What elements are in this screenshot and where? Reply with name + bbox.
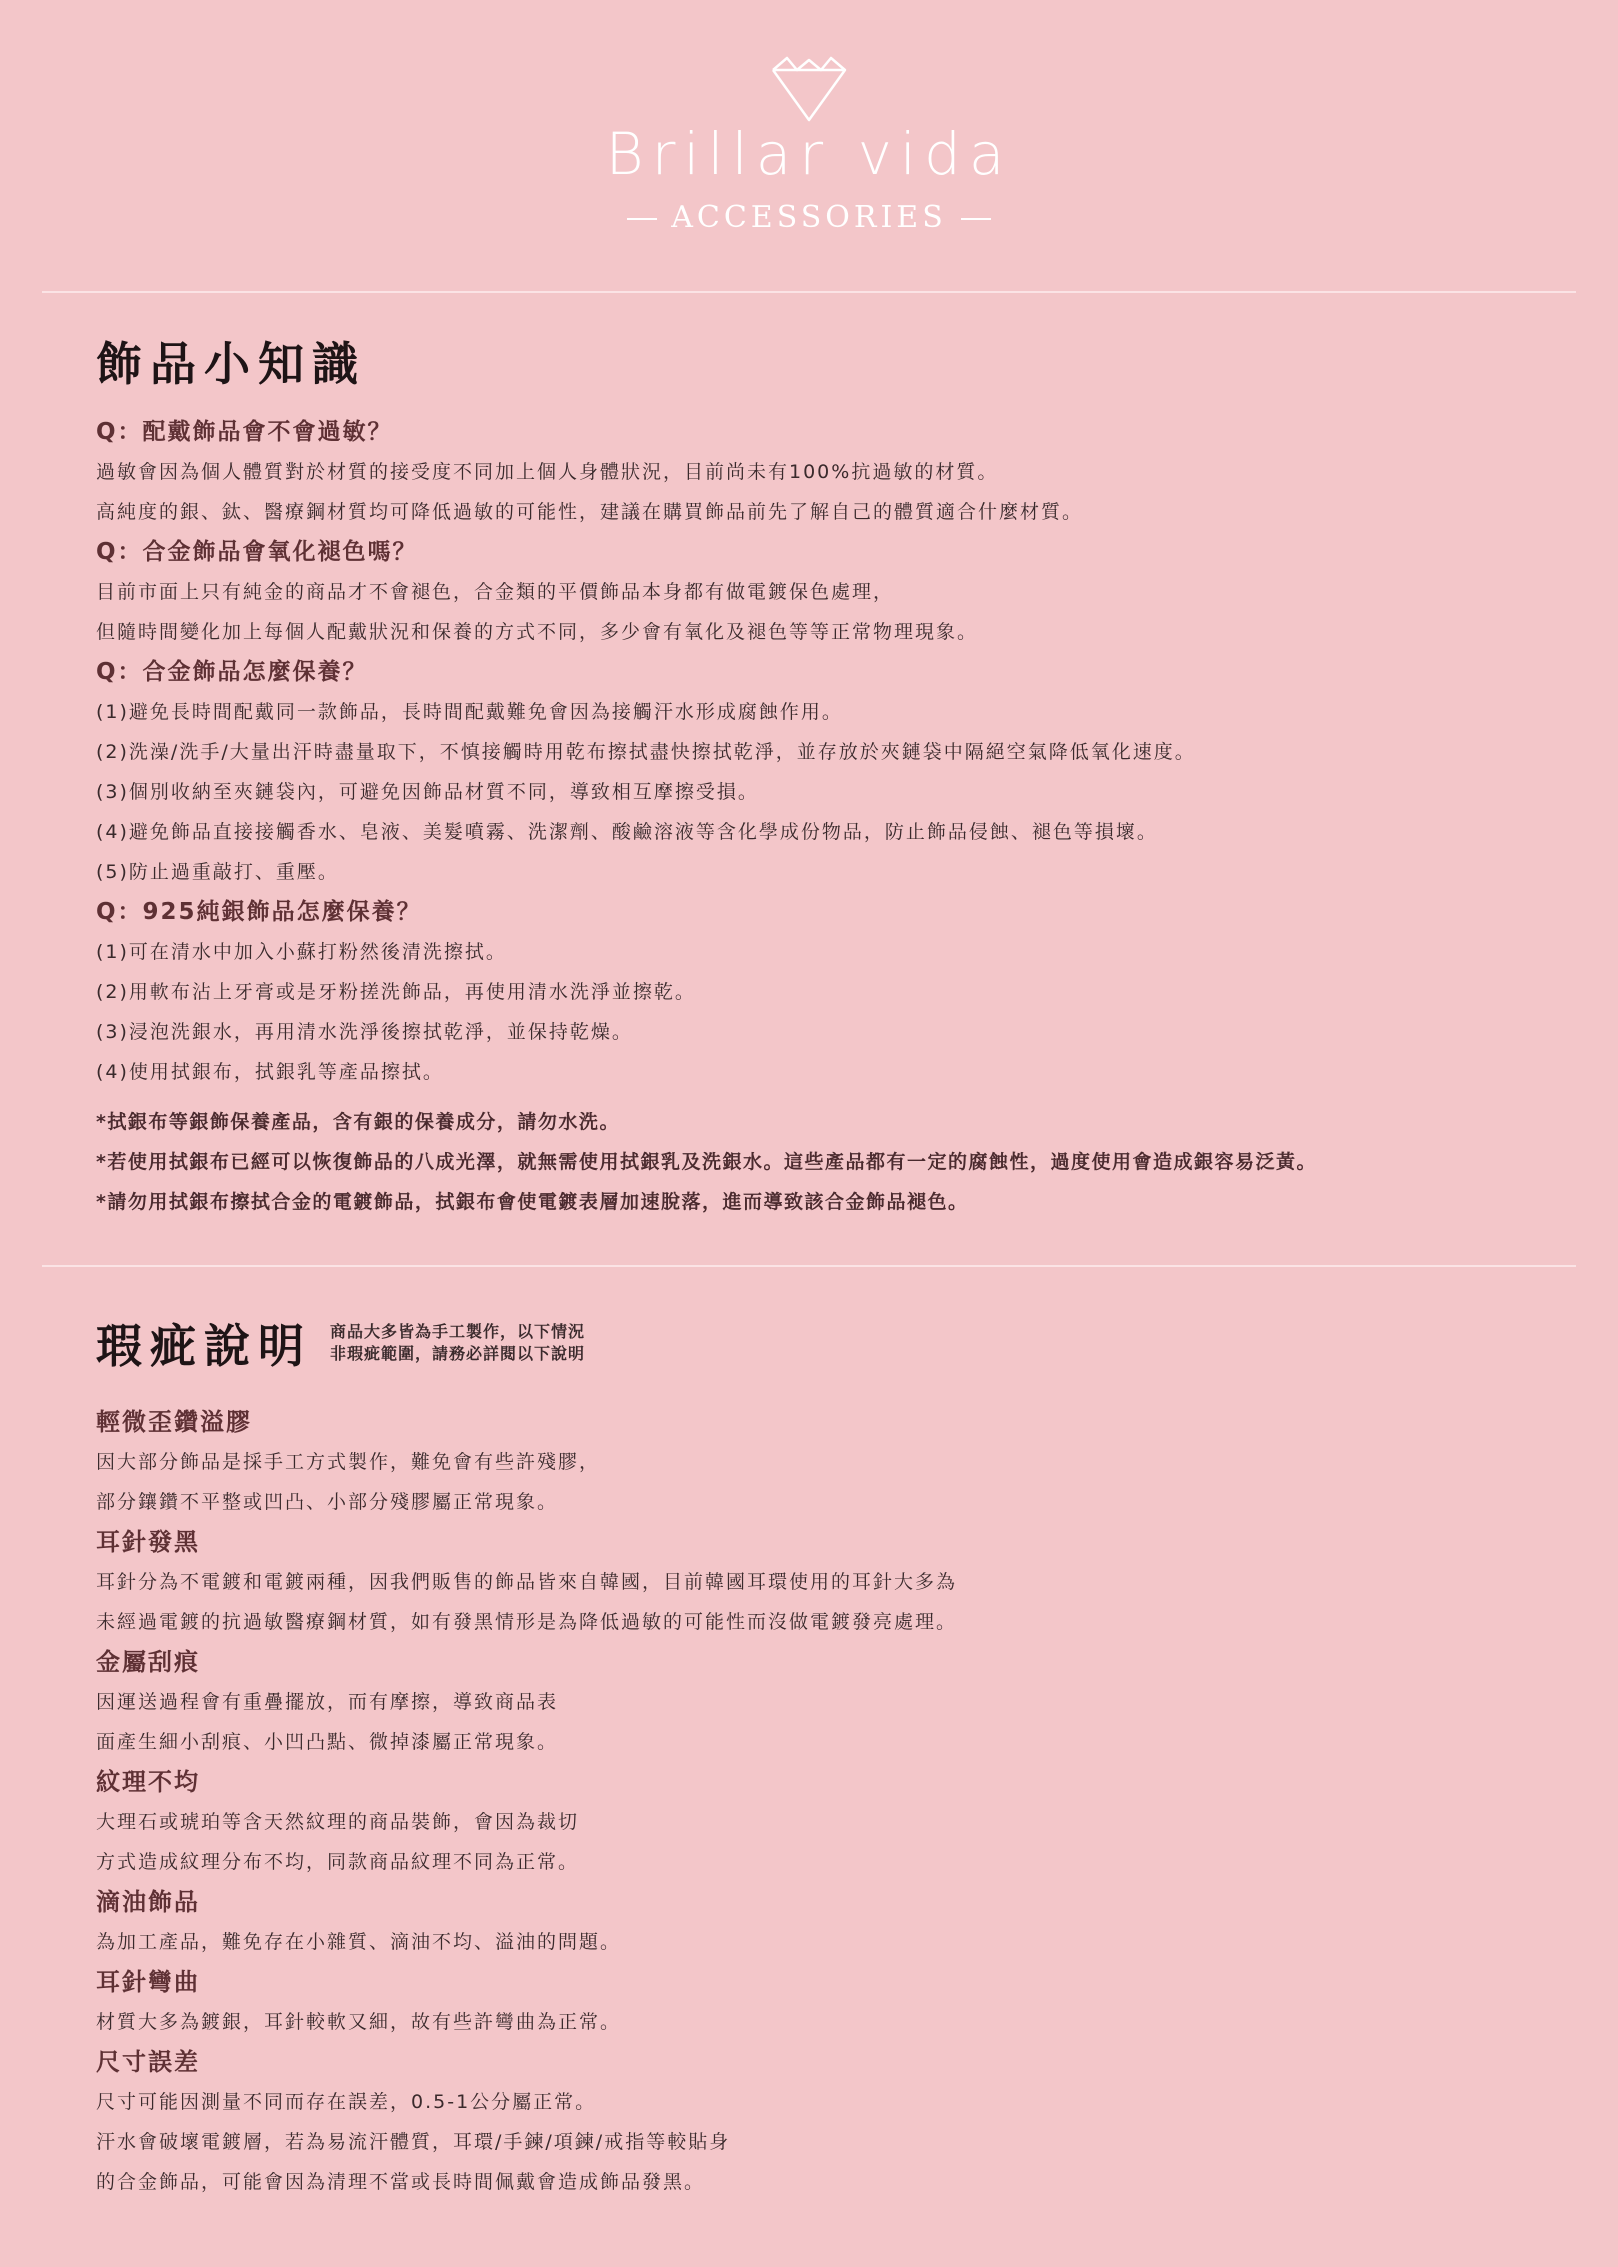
- brand-name: Brillar vida: [605, 120, 1013, 188]
- flaw-heading: 耳針彎曲: [96, 1968, 200, 1996]
- answer-line: 目前市面上只有純金的商品才不會褪色，合金類的平價飾品本身都有做電鍍保色處理，: [96, 581, 895, 603]
- answer-line: (2)洗澡/洗手/大量出汗時盡量取下，不慎接觸時用乾布擦拭盡快擦拭乾淨，並存放於夾鏈袋中隔絕空氣降低氧化速度。: [96, 741, 1196, 763]
- answer-line: (5)防止過重敲打、重壓。: [96, 861, 339, 883]
- flaw-line: 材質大多為鍍銀，耳針較軟又細，故有些許彎曲為正常。: [96, 2011, 622, 2033]
- knowledge-section: [96, 328, 1576, 1222]
- flaw-heading: 金屬刮痕: [96, 1648, 200, 1676]
- flaw-heading: 尺寸誤差: [96, 2048, 200, 2076]
- flaw-line: 部分鑲鑽不平整或凹凸、小部分殘膠屬正常現象。: [96, 1491, 559, 1513]
- flaws-section: [96, 1310, 1576, 2202]
- answer-line: (1)可在清水中加入小蘇打粉然後清洗擦拭。: [96, 941, 507, 963]
- flaw-list: [96, 1402, 1576, 2202]
- flaw-line: 未經過電鍍的抗過敏醫療鋼材質，如有發黑情形是為降低過敏的可能性而沒做電鍍發亮處理。: [96, 1611, 958, 1633]
- answer-line: (4)避免飾品直接接觸香水、皂液、美髮噴霧、洗潔劑、酸鹼溶液等含化學成份物品，防止飾品侵蝕、褪色等損壞。: [96, 821, 1158, 843]
- answer-line: (3)個別收納至夾鏈袋內，可避免因飾品材質不同，導致相互摩擦受損。: [96, 781, 759, 803]
- flaw-line: 汗水會破壞電鍍層，若為易流汗體質，耳環/手鍊/項鍊/戒指等較貼身: [96, 2131, 731, 2153]
- knowledge-title: 飾品小知識: [96, 337, 366, 391]
- divider-top: [42, 291, 1576, 293]
- flaw-line: 的合金飾品，可能會因為清理不當或長時間佩戴會造成飾品發黑。: [96, 2171, 706, 2193]
- question: Q：合金飾品怎麼保養？: [96, 659, 368, 685]
- answer-line: 高純度的銀、鈦、醫療鋼材質均可降低過敏的可能性，建議在購買飾品前先了解自己的體質適合什麼材質。: [96, 501, 1084, 523]
- question: Q：配戴飾品會不會過敏？: [96, 419, 393, 445]
- qa-list: [96, 412, 1576, 1092]
- flaws-title-row: [96, 1310, 1576, 1376]
- flaw-line: 因運送過程會有重疊擺放，而有摩擦，導致商品表: [96, 1691, 559, 1713]
- flaw-line: 耳針分為不電鍍和電鍍兩種，因我們販售的飾品皆來自韓國，目前韓國耳環使用的耳針大多為: [96, 1571, 958, 1593]
- answer-line: (4)使用拭銀布，拭銀乳等產品擦拭。: [96, 1061, 444, 1083]
- flaw-heading: 輕微歪鑽溢膠: [96, 1408, 252, 1436]
- flaw-line: 尺寸可能因測量不同而存在誤差，0.5-1公分屬正常。: [96, 2091, 597, 2113]
- question: Q：合金飾品會氧化褪色嗎？: [96, 539, 418, 565]
- answer-line: (2)用軟布沾上牙膏或是牙粉搓洗飾品，再使用清水洗淨並擦乾。: [96, 981, 696, 1003]
- flaw-heading: 耳針發黑: [96, 1528, 200, 1556]
- note-line: *拭銀布等銀飾保養產品，含有銀的保養成分，請勿水洗。: [96, 1111, 620, 1133]
- dash-right: [961, 218, 991, 220]
- flaws-note-line: 非瑕疵範圍，請務必詳閱以下說明: [330, 1344, 586, 1363]
- answer-line: 但隨時間變化加上每個人配戴狀況和保養的方式不同，多少會有氧化及褪色等等正常物理現象。: [96, 621, 979, 643]
- flaw-line: 大理石或琥珀等含天然紋理的商品裝飾，會因為裁切: [96, 1811, 580, 1833]
- flaws-title: 瑕疵說明: [96, 1319, 312, 1373]
- note-line: *若使用拭銀布已經可以恢復飾品的八成光澤，就無需使用拭銀乳及洗銀水。這些產品都有一定的腐蝕性，過度使用會造成銀容易泛黃。: [96, 1151, 1317, 1173]
- answer-line: (1)避免長時間配戴同一款飾品，長時間配戴難免會因為接觸汗水形成腐蝕作用。: [96, 701, 843, 723]
- heart-diamond-logo-icon: [769, 56, 849, 124]
- note-line: *請勿用拭銀布擦拭合金的電鍍飾品，拭銀布會使電鍍表層加速脫落，進而導致該合金飾品褪色。: [96, 1191, 969, 1213]
- flaws-note-line: 商品大多皆為手工製作，以下情況: [330, 1322, 586, 1341]
- header: [0, 0, 1618, 260]
- flaw-heading: 滴油飾品: [96, 1888, 200, 1916]
- brand-subtitle: [0, 200, 1618, 235]
- flaws-title-note: [330, 1321, 585, 1365]
- divider-middle: [42, 1265, 1576, 1267]
- care-notes: [96, 1102, 1576, 1222]
- question: Q：925純銀飾品怎麼保養？: [96, 899, 422, 925]
- flaw-line: 方式造成紋理分布不均，同款商品紋理不同為正常。: [96, 1851, 580, 1873]
- flaw-heading: 紋理不均: [96, 1768, 200, 1796]
- flaw-line: 為加工產品，難免存在小雜質、滴油不均、溢油的問題。: [96, 1931, 622, 1953]
- answer-line: (3)浸泡洗銀水，再用清水洗淨後擦拭乾淨，並保持乾燥。: [96, 1021, 633, 1043]
- flaw-line: 面產生細小刮痕、小凹凸點、微掉漆屬正常現象。: [96, 1731, 559, 1753]
- answer-line: 過敏會因為個人體質對於材質的接受度不同加上個人身體狀況，目前尚未有100%抗過敏的材質。: [96, 461, 999, 483]
- flaw-line: 因大部分飾品是採手工方式製作，難免會有些許殘膠，: [96, 1451, 601, 1473]
- brand-subtitle-text: ACCESSORIES: [671, 200, 947, 235]
- dash-left: [627, 218, 657, 220]
